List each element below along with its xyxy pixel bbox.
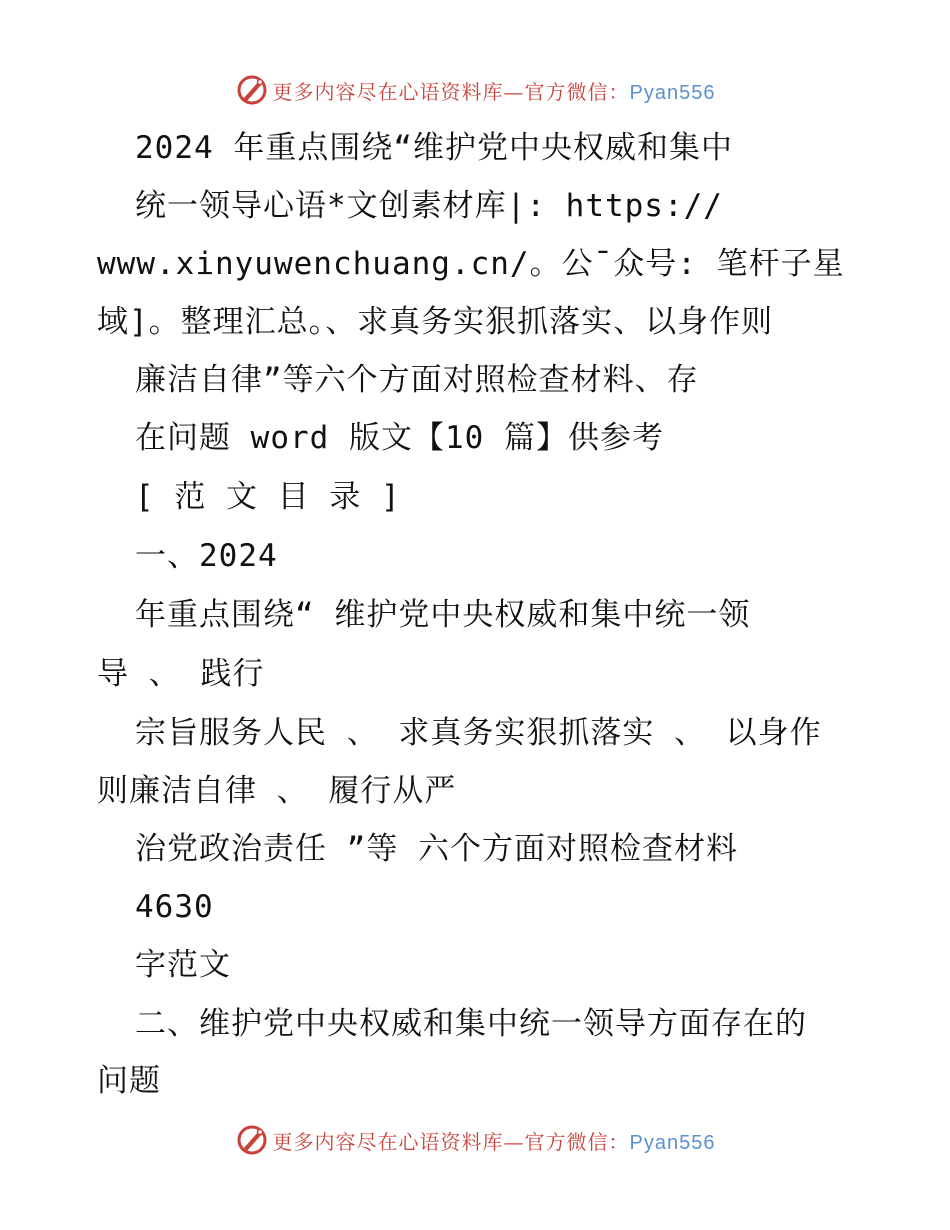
banner-text xyxy=(273,76,716,105)
text-line: 4630 xyxy=(135,889,214,925)
header-banner xyxy=(0,70,950,110)
text-line: 字范文 xyxy=(135,947,231,983)
logo-icon xyxy=(235,73,269,107)
logo-icon xyxy=(235,1123,269,1157)
banner-wechat-label: —官方微信： xyxy=(503,79,630,104)
text-line: 廉洁自律”等六个方面对照检查材料、存 xyxy=(135,362,699,398)
text-line: www.xinyuwenchuang.cn/。公¯众号: 笔杆子星 xyxy=(97,246,845,282)
text-line: 在问题 word 版文【10 篇】供参考 xyxy=(135,420,664,456)
text-line: 问题 xyxy=(97,1063,161,1099)
text-line: 宗旨服务人民 、 求真务实狠抓落实 、 以身作 xyxy=(135,715,822,751)
text-line: 一、2024 xyxy=(135,538,278,574)
text-line: 域]。整理汇总。、求真务实狠抓落实、以身作则 xyxy=(97,304,774,340)
banner-wechat-id: Pyan556 xyxy=(629,1131,716,1154)
text-line: 治党政治责任 ”等 六个方面对照检查材料 xyxy=(135,831,738,867)
text-line: 统一领导心语*文创素材库|: https:// xyxy=(135,188,723,224)
text-line: 年重点围绕“ 维护党中央权威和集中统一领 xyxy=(135,597,751,633)
text-line: 二、维护党中央权威和集中统一领导方面存在的 xyxy=(135,1006,807,1042)
banner-wechat-label: —官方微信： xyxy=(503,1129,630,1154)
banner-wechat-id: Pyan556 xyxy=(629,81,716,104)
banner-site-name: 更多内容尽在心语资料库 xyxy=(272,1129,504,1154)
section-heading: [ 范 文 目 录 ] xyxy=(135,479,401,515)
footer-banner xyxy=(0,1120,950,1160)
text-line: 导 、 践行 xyxy=(97,656,265,692)
text-line: 则廉洁自律 、 履行从严 xyxy=(97,773,457,809)
text-line: 2024 年重点围绕“维护党中央权威和集中 xyxy=(135,130,733,166)
banner-site-name: 更多内容尽在心语资料库 xyxy=(272,79,504,104)
banner-text xyxy=(273,1126,716,1155)
